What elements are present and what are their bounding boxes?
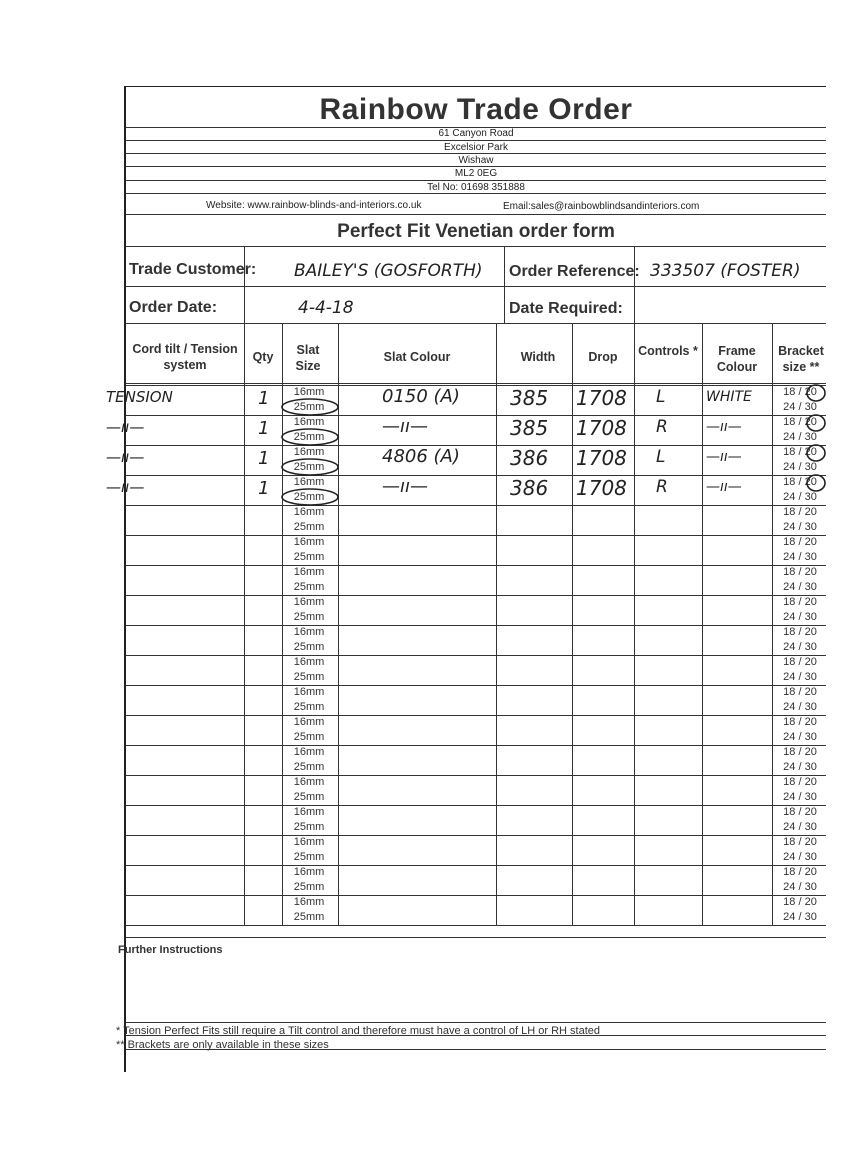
form-subtitle: Perfect Fit Venetian order form xyxy=(337,221,615,242)
slat-size-option[interactable]: 25mm xyxy=(293,881,325,893)
order-date-label: Order Date: xyxy=(129,299,218,316)
bracket-size-option[interactable]: 18 / 20 xyxy=(783,506,817,518)
trade-customer-label: Trade Customer: xyxy=(129,261,257,278)
slat-size-option[interactable]: 25mm xyxy=(293,851,325,863)
row-qty-value[interactable]: 1 xyxy=(258,418,270,439)
row-slat-colour-value[interactable]: 4806 (A) xyxy=(382,446,460,467)
bracket-size-option[interactable]: 24 / 30 xyxy=(783,611,817,623)
address-line-3: Wishaw xyxy=(458,155,494,166)
bracket-selection-circle xyxy=(807,415,825,431)
slat-size-option[interactable]: 25mm xyxy=(293,761,325,773)
bracket-size-option[interactable]: 24 / 30 xyxy=(783,641,817,653)
col-cord-tilt: Cord tilt / Tension system xyxy=(132,342,238,372)
bracket-size-option[interactable]: 24 / 30 xyxy=(783,791,817,803)
bracket-size-option[interactable]: 18 / 20 xyxy=(783,446,817,458)
slat-size-option[interactable]: 25mm xyxy=(293,791,325,803)
col-controls: Controls * xyxy=(638,344,698,358)
further-instructions-label: Further Instructions xyxy=(118,944,223,956)
slat-size-option[interactable]: 16mm xyxy=(293,896,325,908)
slat-size-option[interactable]: 25mm xyxy=(293,701,325,713)
slat-size-option[interactable]: 16mm xyxy=(293,506,325,518)
row-frame-colour-value[interactable]: —ıı— xyxy=(706,419,742,435)
col-slat-size: Slat Size xyxy=(295,343,321,373)
slat-size-option[interactable]: 25mm xyxy=(293,611,325,623)
col-qty: Qty xyxy=(252,350,274,364)
slat-size-option[interactable]: 25mm xyxy=(293,821,325,833)
slat-size-option[interactable]: 25mm xyxy=(293,521,325,533)
bracket-size-option[interactable]: 18 / 20 xyxy=(783,836,817,848)
bracket-size-option[interactable]: 18 / 20 xyxy=(783,476,817,488)
order-reference-label: Order Reference: xyxy=(509,263,640,280)
row-frame-colour-value[interactable]: —ıı— xyxy=(706,449,742,465)
slat-size-option[interactable]: 25mm xyxy=(293,431,325,443)
col-width: Width xyxy=(520,350,556,364)
row-slat-colour-value[interactable]: —ıı— xyxy=(382,416,429,437)
row-controls-value[interactable]: L xyxy=(656,387,666,407)
bracket-size-option[interactable]: 24 / 30 xyxy=(783,671,817,683)
row-controls-value[interactable]: R xyxy=(656,417,668,437)
email-text: Email:sales@rainbowblindsandinteriors.com xyxy=(503,201,700,212)
slat-size-option[interactable]: 16mm xyxy=(293,476,325,488)
col-slat-colour: Slat Colour xyxy=(383,350,451,364)
order-form xyxy=(106,86,826,1072)
bracket-size-option[interactable]: 18 / 20 xyxy=(783,566,817,578)
slat-size-option[interactable]: 16mm xyxy=(293,836,325,848)
row-drop-value[interactable]: 1708 xyxy=(576,446,627,470)
slat-size-option[interactable]: 16mm xyxy=(293,626,325,638)
bracket-size-option[interactable]: 18 / 20 xyxy=(783,386,817,398)
row-drop-value[interactable]: 1708 xyxy=(576,476,627,500)
row-qty-value[interactable]: 1 xyxy=(258,478,270,499)
bracket-size-option[interactable]: 18 / 20 xyxy=(783,896,817,908)
slat-size-option[interactable]: 16mm xyxy=(293,716,325,728)
bracket-selection-circle xyxy=(807,445,825,461)
address-line-4: ML2 0EG xyxy=(454,168,498,179)
bracket-size-option[interactable]: 18 / 20 xyxy=(783,806,817,818)
slat-size-option[interactable]: 16mm xyxy=(293,806,325,818)
bracket-size-option[interactable]: 18 / 20 xyxy=(783,746,817,758)
row-width-value[interactable]: 386 xyxy=(510,476,549,500)
order-date-value[interactable]: 4-4-18 xyxy=(298,298,354,318)
row-controls-value[interactable]: L xyxy=(656,447,666,467)
row-controls-value[interactable]: R xyxy=(656,477,668,497)
bracket-size-option[interactable]: 24 / 30 xyxy=(783,701,817,713)
col-drop: Drop xyxy=(588,350,618,364)
row-frame-colour-value[interactable]: —ıı— xyxy=(706,479,742,495)
row-slat-colour-value[interactable]: —ıı— xyxy=(382,476,429,497)
bracket-size-option[interactable]: 24 / 30 xyxy=(783,521,817,533)
slat-size-option[interactable]: 25mm xyxy=(293,551,325,563)
bracket-size-option[interactable]: 18 / 20 xyxy=(783,686,817,698)
slat-size-selection-circle xyxy=(282,429,338,445)
address-line-5: Tel No: 01698 351888 xyxy=(427,182,525,193)
address-line-2: Excelsior Park xyxy=(444,142,508,153)
row-drop-value[interactable]: 1708 xyxy=(576,416,627,440)
bracket-size-option[interactable]: 18 / 20 xyxy=(783,626,817,638)
bracket-size-option[interactable]: 18 / 20 xyxy=(783,656,817,668)
row-width-value[interactable]: 386 xyxy=(510,446,549,470)
bracket-size-option[interactable]: 24 / 30 xyxy=(783,461,817,473)
row-frame-colour-value[interactable]: WHITE xyxy=(706,389,752,405)
slat-size-option[interactable]: 25mm xyxy=(293,731,325,743)
slat-size-option[interactable]: 16mm xyxy=(293,746,325,758)
bracket-size-option[interactable]: 24 / 30 xyxy=(783,401,817,413)
bracket-size-option[interactable]: 24 / 30 xyxy=(783,911,817,923)
bracket-size-option[interactable]: 24 / 30 xyxy=(783,851,817,863)
slat-size-option[interactable]: 16mm xyxy=(293,566,325,578)
slat-size-option[interactable]: 25mm xyxy=(293,641,325,653)
row-cord-tilt-value[interactable]: —ıı— xyxy=(106,448,145,466)
bracket-size-option[interactable]: 24 / 30 xyxy=(783,581,817,593)
bracket-size-option[interactable]: 24 / 30 xyxy=(783,431,817,443)
slat-size-option[interactable]: 25mm xyxy=(293,491,325,503)
bracket-size-option[interactable]: 24 / 30 xyxy=(783,881,817,893)
trade-customer-value[interactable]: BAILEY'S (GOSFORTH) xyxy=(294,261,483,281)
row-slat-colour-value[interactable]: 0150 (A) xyxy=(382,386,460,407)
slat-size-option[interactable]: 16mm xyxy=(293,386,325,398)
bracket-size-option[interactable]: 18 / 20 xyxy=(783,866,817,878)
slat-size-selection-circle xyxy=(282,489,338,505)
form-title-brand: Rainbow Trade Order xyxy=(319,93,633,126)
bracket-size-option[interactable]: 18 / 20 xyxy=(783,776,817,788)
row-qty-value[interactable]: 1 xyxy=(258,448,270,469)
slat-size-option[interactable]: 25mm xyxy=(293,461,325,473)
slat-size-selection-circle xyxy=(282,459,338,475)
slat-size-option[interactable]: 16mm xyxy=(293,416,325,428)
bracket-size-option[interactable]: 24 / 30 xyxy=(783,761,817,773)
bracket-size-option[interactable]: 18 / 20 xyxy=(783,716,817,728)
slat-size-option[interactable]: 16mm xyxy=(293,656,325,668)
bracket-size-option[interactable]: 18 / 20 xyxy=(783,536,817,548)
bracket-size-option[interactable]: 24 / 30 xyxy=(783,491,817,503)
order-reference-value[interactable]: 333507 (FOSTER) xyxy=(650,261,801,281)
row-qty-value[interactable]: 1 xyxy=(258,388,270,409)
bracket-size-option[interactable]: 18 / 20 xyxy=(783,596,817,608)
selection-circles xyxy=(126,87,826,1072)
bracket-selection-circle xyxy=(807,475,825,491)
slat-size-option[interactable]: 25mm xyxy=(293,401,325,413)
row-width-value[interactable]: 385 xyxy=(510,386,549,410)
bracket-selection-circle xyxy=(807,385,825,401)
row-width-value[interactable]: 385 xyxy=(510,416,549,440)
bracket-size-option[interactable]: 18 / 20 xyxy=(783,416,817,428)
slat-size-option[interactable]: 16mm xyxy=(293,776,325,788)
footnote-2: ** Brackets are only available in these sizes xyxy=(116,1039,329,1051)
slat-size-selection-circle xyxy=(282,399,338,415)
bracket-size-option[interactable]: 24 / 30 xyxy=(783,821,817,833)
col-bracket-size: Bracket size ** xyxy=(778,344,824,374)
slat-size-option[interactable]: 16mm xyxy=(293,686,325,698)
slat-size-option[interactable]: 16mm xyxy=(293,446,325,458)
slat-size-option[interactable]: 25mm xyxy=(293,671,325,683)
slat-size-option[interactable]: 25mm xyxy=(293,581,325,593)
row-cord-tilt-value[interactable]: —ıı— xyxy=(106,478,145,496)
website-text: Website: www.rainbow-blinds-and-interiors.co.uk xyxy=(206,200,422,211)
row-drop-value[interactable]: 1708 xyxy=(576,386,627,410)
bracket-size-option[interactable]: 24 / 30 xyxy=(783,551,817,563)
bracket-size-option[interactable]: 24 / 30 xyxy=(783,731,817,743)
slat-size-option[interactable]: 16mm xyxy=(293,536,325,548)
slat-size-option[interactable]: 16mm xyxy=(293,596,325,608)
slat-size-option[interactable]: 16mm xyxy=(293,866,325,878)
date-required-label: Date Required: xyxy=(509,300,623,317)
row-cord-tilt-value[interactable]: TENSION xyxy=(106,388,173,406)
footnote-1: * Tension Perfect Fits still require a Tilt control and therefore must have a control of LH or RH stated xyxy=(116,1025,601,1037)
address-line-1: 61 Canyon Road xyxy=(438,128,514,139)
col-frame-colour: Frame Colour xyxy=(716,344,758,374)
row-cord-tilt-value[interactable]: —ıı— xyxy=(106,418,145,436)
slat-size-option[interactable]: 25mm xyxy=(293,911,325,923)
